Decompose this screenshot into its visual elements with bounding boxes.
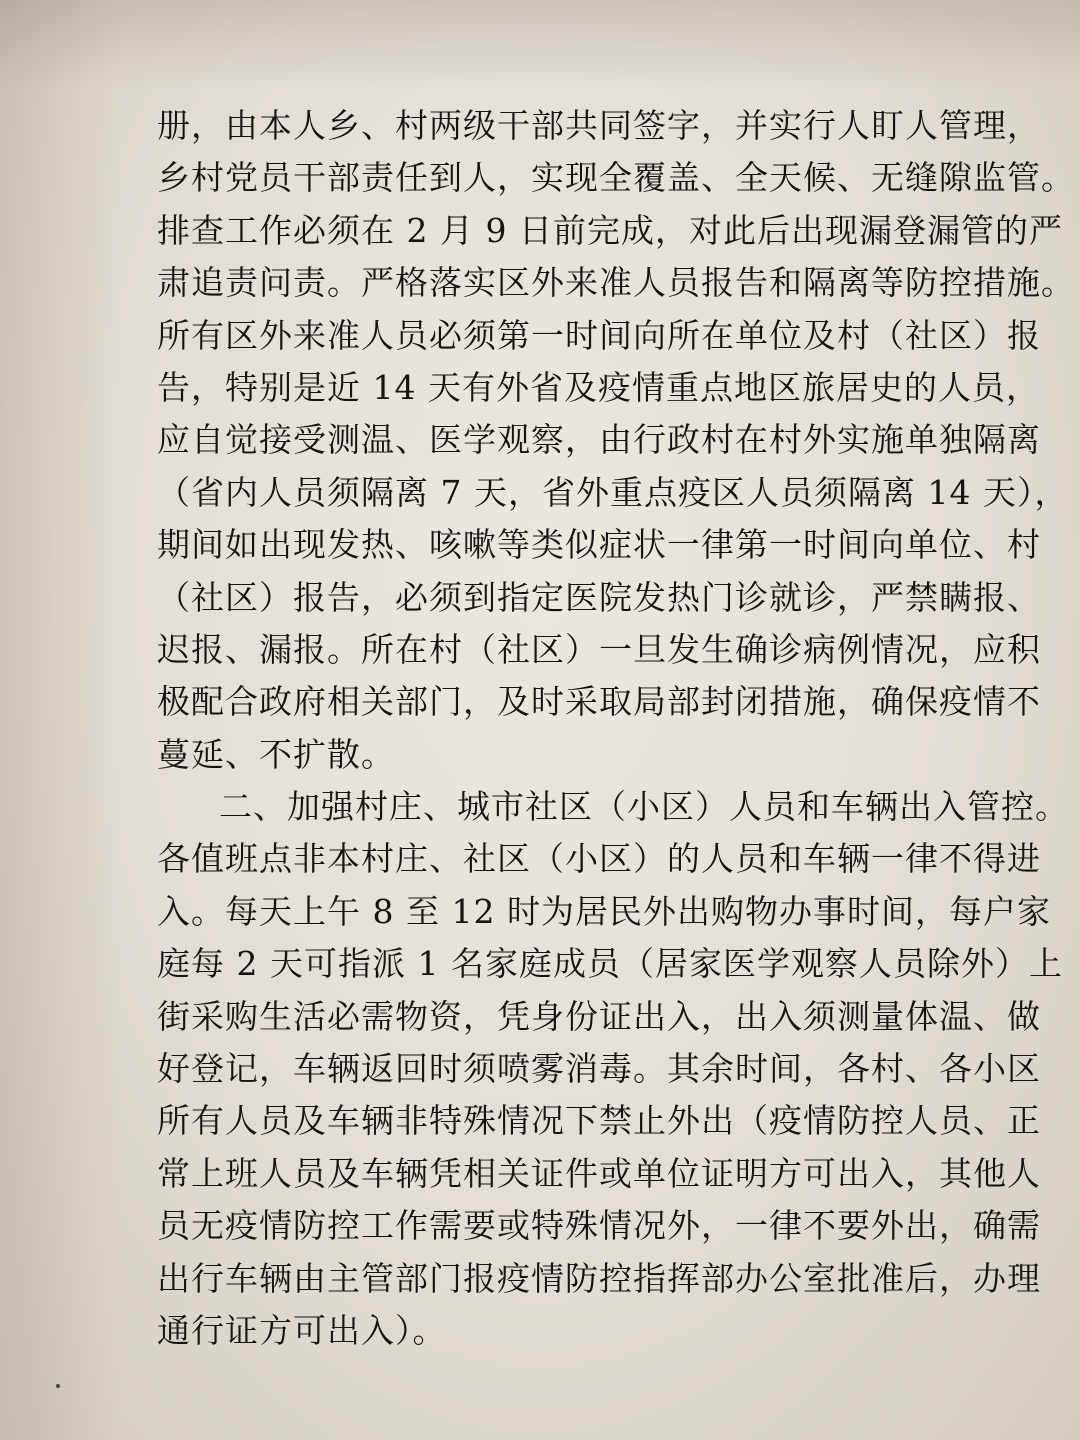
text-line-11: 迟报、漏报。所在村（社区）一旦发生确诊病例情况，应积 [157,629,1041,669]
text-line-17: 庭每 2 天可指派 1 名家庭成员（居家医学观察人员除外）上 [157,944,1063,984]
text-line-8: （省内人员须隔离 7 天，省外重点疫区人员须隔离 14 天）， [157,472,1069,512]
text-line-16: 入。每天上午 8 至 12 时为居民外出购物办事时间，每户家 [157,891,1051,931]
text-line-24: 通行证方可出入）。 [157,1310,447,1350]
text-line-13: 蔓延、不扩散。 [157,734,395,774]
text-line-5: 所有区外来准人员必须第一时间向所在单位及村（社区）报 [157,315,1041,355]
document-body [157,100,1075,1357]
top-shadow [0,0,1080,90]
text-line-10: （社区）报告，必须到指定医院发热门诊就诊，严禁瞒报、 [157,577,1041,617]
text-line-18: 街采购生活必需物资，凭身份证出入，出入须测量体温、做 [157,996,1041,1036]
text-line-1: 册，由本人乡、村两级干部共同签字，并实行人盯人管理， [157,106,1041,145]
text-line-9: 期间如出现发热、咳嗽等类似症状一律第一时间向单位、村 [157,525,1041,565]
text-line-22: 员无疫情防控工作需要或特殊情况外，一律不要外出，确需 [157,1206,1041,1246]
text-line-6: 告，特别是近 14 天有外省及疫情重点地区旅居史的人员， [157,367,1040,407]
text-line-20: 所有人员及车辆非特殊情况下禁止外出（疫情防控人员、正 [157,1101,1041,1141]
text-line-15: 各值班点非本村庄、社区（小区）的人员和车辆一律不得进 [157,839,1041,879]
paper-speck [56,1384,60,1388]
text-line-19: 好登记，车辆返回时须喷雾消毒。其余时间，各村、各小区 [157,1049,1041,1089]
text-line-12: 极配合政府相关部门，及时采取局部封闭措施，确保疫情不 [157,682,1041,722]
text-line-23: 出行车辆由主管部门报疫情防控指挥部办公室批准后，办理 [157,1258,1041,1298]
text-line-3: 排查工作必须在 2 月 9 日前完成，对此后出现漏登漏管的严 [157,210,1063,250]
text-line-2: 乡村党员干部责任到人，实现全覆盖、全天候、无缝隙监管。 [157,158,1075,198]
text-line-21: 常上班人员及车辆凭相关证件或单位证明方可出入，其他人 [157,1153,1041,1193]
text-line-7: 应自觉接受测温、医学观察，由行政村在村外实施单独隔离 [157,420,1041,460]
left-shadow [0,0,120,1440]
section-heading-2: 二、加强村庄、城市社区（小区）人员和车辆出入管控。 [219,787,1069,827]
text-line-4: 肃追责问责。严格落实区外来准人员报告和隔离等防控措施。 [157,263,1075,303]
